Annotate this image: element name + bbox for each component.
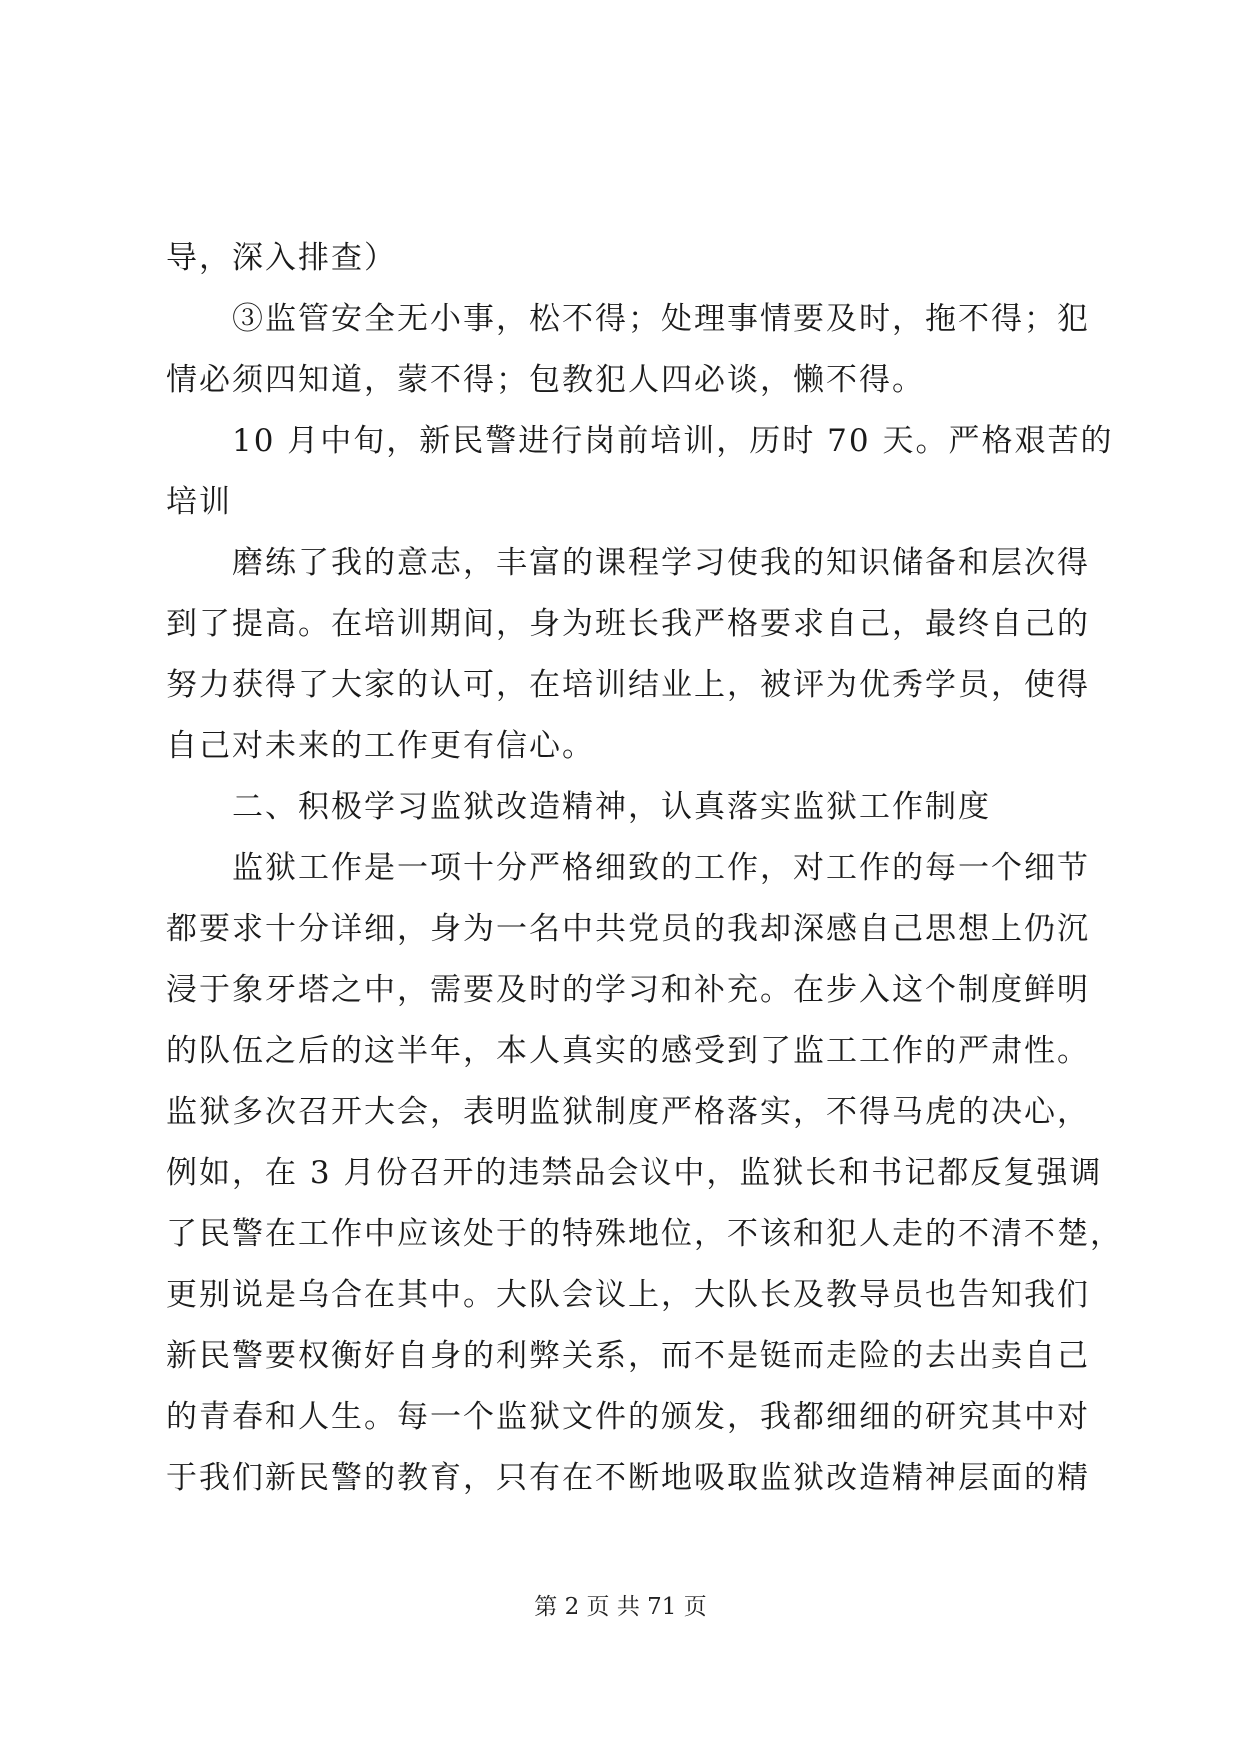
document-body <box>166 228 1123 1509</box>
section-heading: 二、积极学习监狱改造精神，认真落实监狱工作制度 <box>232 789 991 825</box>
text-line: 新民警要权衡好自身的利弊关系，而不是铤而走险的去出卖自己 <box>166 1338 1090 1374</box>
text-line: 导，深入排查） <box>166 240 397 276</box>
text-line: 了民警在工作中应该处于的特殊地位，不该和犯人走的不清不楚， <box>166 1216 1123 1252</box>
text-line: 例如，在 3 月份召开的违禁品会议中，监狱长和书记都反复强调 <box>166 1155 1103 1191</box>
text-line: 情必须四知道，蒙不得；包教犯人四必谈，懒不得。 <box>166 362 925 398</box>
text-line: 更别说是乌合在其中。大队会议上，大队长及教导员也告知我们 <box>166 1277 1090 1313</box>
text-line: 自己对未来的工作更有信心。 <box>166 728 595 764</box>
text-line: 到了提高。在培训期间，身为班长我严格要求自己，最终自己的 <box>166 606 1090 642</box>
text-line: 努力获得了大家的认可，在培训结业上，被评为优秀学员，使得 <box>166 667 1090 703</box>
text-line: 监狱多次召开大会，表明监狱制度严格落实，不得马虎的决心， <box>166 1094 1090 1130</box>
text-line: 于我们新民警的教育，只有在不断地吸取监狱改造精神层面的精 <box>166 1460 1090 1496</box>
page-number-footer: 第 2 页 共 71 页 <box>534 1594 707 1620</box>
text-line: ③监管安全无小事，松不得；处理事情要及时，拖不得；犯 <box>232 301 1090 337</box>
text-line: 磨练了我的意志，丰富的课程学习使我的知识储备和层次得 <box>232 545 1090 581</box>
text-line: 培训 <box>166 484 232 520</box>
text-line: 10 月中旬，新民警进行岗前培训，历时 70 天。严格艰苦的 <box>232 423 1114 459</box>
text-line: 浸于象牙塔之中，需要及时的学习和补充。在步入这个制度鲜明 <box>166 972 1090 1008</box>
text-line: 都要求十分详细，身为一名中共党员的我却深感自己思想上仍沉 <box>166 911 1090 947</box>
text-line: 监狱工作是一项十分严格细致的工作，对工作的每一个细节 <box>232 850 1090 886</box>
text-line: 的队伍之后的这半年，本人真实的感受到了监工工作的严肃性。 <box>166 1033 1090 1069</box>
text-line: 的青春和人生。每一个监狱文件的颁发，我都细细的研究其中对 <box>166 1399 1090 1435</box>
